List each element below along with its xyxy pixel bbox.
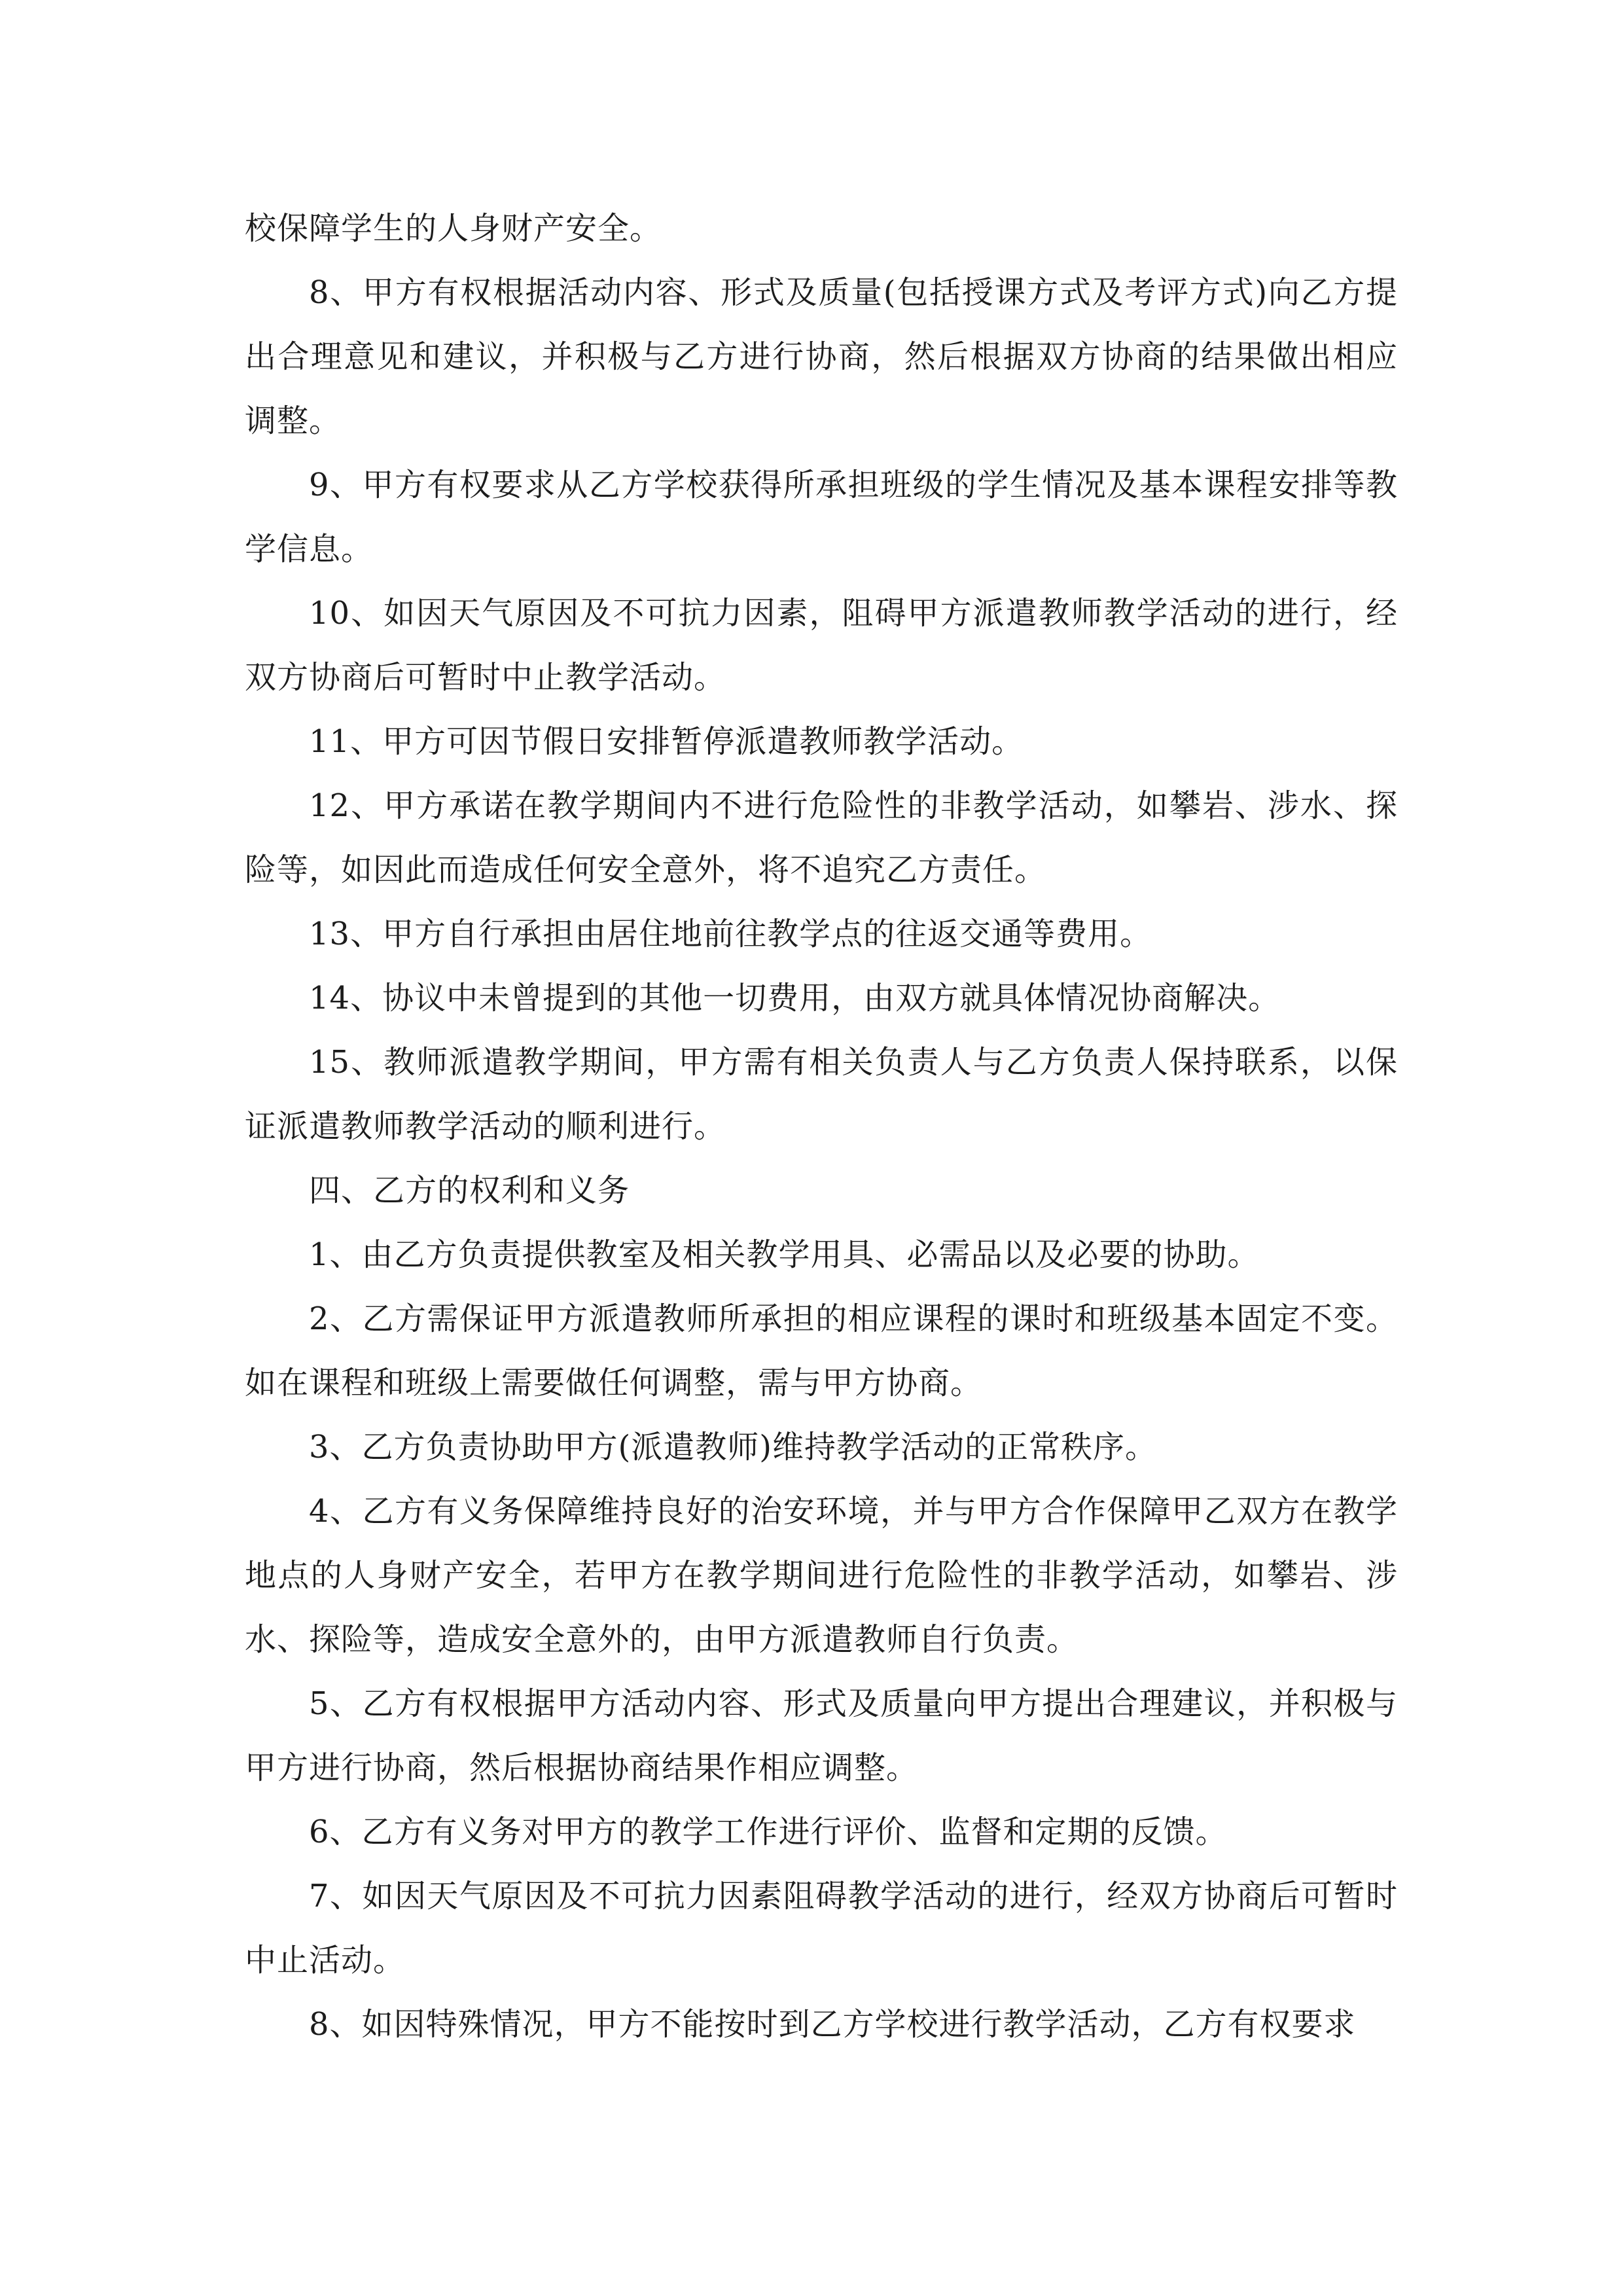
paragraph-yi-right-7: 7、如因天气原因及不可抗力因素阻碍教学活动的进行，经双方协商后可暂时中止活动。 [245,1878,1398,1979]
paragraph-jia-right-15: 15、教师派遣教学期间，甲方需有相关负责人与乙方负责人保持联系，以保证派遣教师教学活动的顺利进行。 [245,1044,1398,1145]
paragraph-yi-right-6: 6、乙方有义务对甲方的教学工作进行评价、监督和定期的反馈。 [309,1814,1228,1850]
paragraph-jia-right-9: 9、甲方有权要求从乙方学校获得所承担班级的学生情况及基本课程安排等教学信息。 [245,467,1398,567]
paragraph-jia-right-8: 8、甲方有权根据活动内容、形式及质量(包括授课方式及考评方式)向乙方提出合理意见和建议，并积极与乙方进行协商，然后根据双方协商的结果做出相应调整。 [245,274,1398,439]
paragraph-yi-right-3: 3、乙方负责协助甲方(派遣教师)维持教学活动的正常秩序。 [309,1429,1157,1465]
document-body [245,196,1398,2056]
paragraph-jia-right-10: 10、如因天气原因及不可抗力因素，阻碍甲方派遣教师教学活动的进行，经双方协商后可暂时中止教学活动。 [245,595,1398,696]
paragraph-yi-right-1: 1、由乙方负责提供教室及相关教学用具、必需品以及必要的协助。 [309,1236,1260,1273]
paragraph-jia-right-12: 12、甲方承诺在教学期间内不进行危险性的非教学活动，如攀岩、涉水、探险等，如因此而造成任何安全意外，将不追究乙方责任。 [245,787,1398,888]
paragraph-yi-right-5: 5、乙方有权根据甲方活动内容、形式及质量向甲方提出合理建议，并积极与甲方进行协商，然后根据协商结果作相应调整。 [245,1685,1398,1786]
paragraph-jia-right-11: 11、甲方可因节假日安排暂停派遣教师教学活动。 [309,723,1024,760]
paragraph-yi-right-2: 2、乙方需保证甲方派遣教师所承担的相应课程的课时和班级基本固定不变。如在课程和班级上需要做任何调整，需与甲方协商。 [245,1300,1398,1401]
paragraph-jia-right-13: 13、甲方自行承担由居住地前往教学点的往返交通等费用。 [309,916,1152,952]
paragraph-yi-right-4: 4、乙方有义务保障维持良好的治安环境，并与甲方合作保障甲乙双方在教学地点的人身财产安全，若甲方在教学期间进行危险性的非教学活动，如攀岩、涉水、探险等，造成安全意外的，由甲方派遣教师自行负责。 [245,1493,1398,1658]
paragraph-continuation: 校保障学生的人身财产安全。 [245,210,662,247]
paragraph-yi-right-8: 8、如因特殊情况，甲方不能按时到乙方学校进行教学活动，乙方有权要求 [309,2006,1356,2043]
section-heading-yi-rights: 四、乙方的权利和义务 [309,1172,630,1209]
paragraph-jia-right-14: 14、协议中未曾提到的其他一切费用，由双方就具体情况协商解决。 [309,980,1281,1016]
